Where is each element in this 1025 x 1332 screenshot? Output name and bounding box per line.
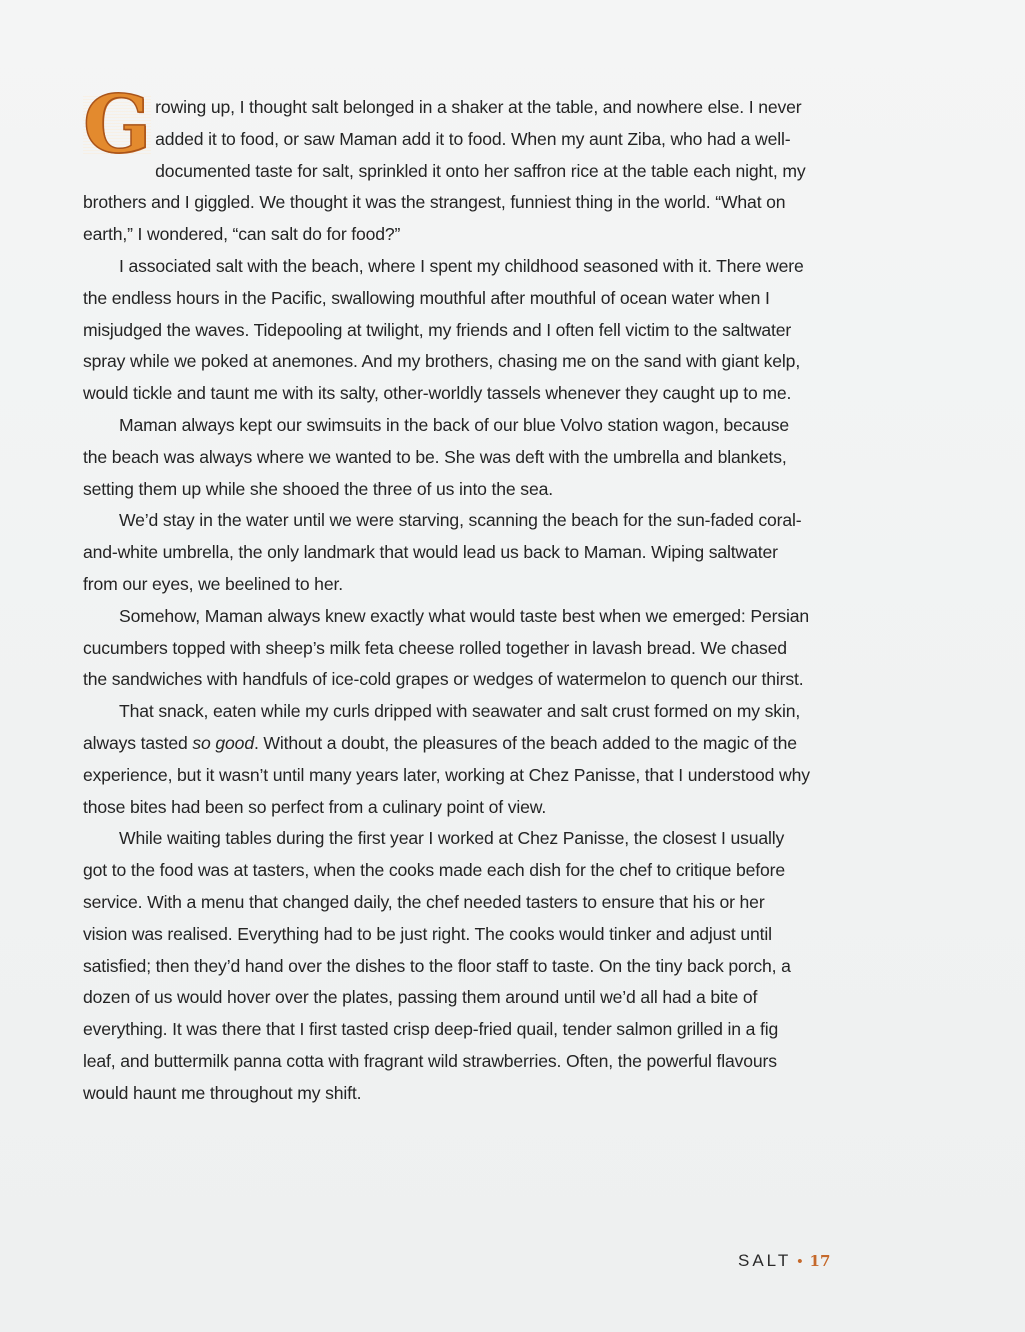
drop-cap: G xyxy=(83,77,152,171)
paragraph-1 xyxy=(83,77,811,251)
paragraph-4: We’d stay in the water until we were starving, scanning the beach for the sun-faded coral-and-white umbrella, the only landmark that would lead us back to Maman. Wiping saltwater from our eyes, we beelined to her. xyxy=(83,510,802,594)
paragraph-6-emphasis: so good xyxy=(192,732,254,753)
separator-dot: • xyxy=(797,1253,803,1270)
page-footer xyxy=(738,1249,830,1274)
paragraph-2: I associated salt with the beach, where I spent my childhood seasoned with it. There were the endless hours in the Pacific, swallowing mouthful after mouthful of ocean water when I misjudged the waves. Tidepooling at twilight, my friends and I often fell victim to the saltwater spray while we poked at anemones. And my brothers, chasing me on the sand with giant kelp, would tickle and taunt me with its salty, other-worldly tassels whenever they caught up to me. xyxy=(83,255,804,404)
paragraph-5: Somehow, Maman always knew exactly what would taste best when we emerged: Persian cucumbers topped with sheep’s milk feta cheese rolled together in lavash bread. We chased the sandwiches with handfuls of ice-cold grapes or wedges of watermelon to quench our thirst. xyxy=(83,605,809,690)
page-number: 17 xyxy=(809,1252,831,1270)
paragraph-1-text: rowing up, I thought salt belonged in a shaker at the table, and nowhere else. I never added it to food, or saw Maman add it to food. When my aunt Ziba, who had a well-documented taste for salt, sprinkled it onto her saffron rice at the table each night, my brothers and I giggled. We thought it was the strangest, funniest thing in the world. “What on earth,” I wondered, “can salt do for food?” xyxy=(83,97,806,245)
running-head: SALT xyxy=(738,1251,792,1270)
paragraph-6-before: That snack, eaten while my curls dripped with seawater and salt crust formed on my skin, always tasted xyxy=(83,701,801,753)
paragraph-3: Maman always kept our swimsuits in the back of our blue Volvo station wagon, because the beach was always where we wanted to be. She was deft with the umbrella and blankets, setting them up while she shooed the three of us into the sea. xyxy=(83,414,790,499)
paragraph-6 xyxy=(83,696,811,823)
body-text xyxy=(83,77,811,1110)
paragraph-7: While waiting tables during the first year I worked at Chez Panisse, the closest I usually got to the food was at tasters, when the cooks made each dish for the chef to critique before service. With a menu that changed daily, the chef needed tasters to ensure that his or her vision was realised. Everything had to be just right. The cooks would tinker and adjust until satisfied; then they’d hand over the dishes to the floor staff to taste. On the tiny back porch, a dozen of us would hover over the plates, passing them around until we’d all had a bite of everything. It was there that I first tasted crisp deep-fried quail, tender salmon grilled in a fig leaf, and buttermilk panna cotta with fragrant wild strawberries. Often, the powerful flavours would haunt me throughout my shift. xyxy=(83,828,791,1103)
paragraph-6-after: . Without a doubt, the pleasures of the beach added to the magic of the experience, but it wasn’t until many years later, working at Chez Panisse, that I understood why those bites had been so perfect from a culinary point of view. xyxy=(83,732,810,817)
